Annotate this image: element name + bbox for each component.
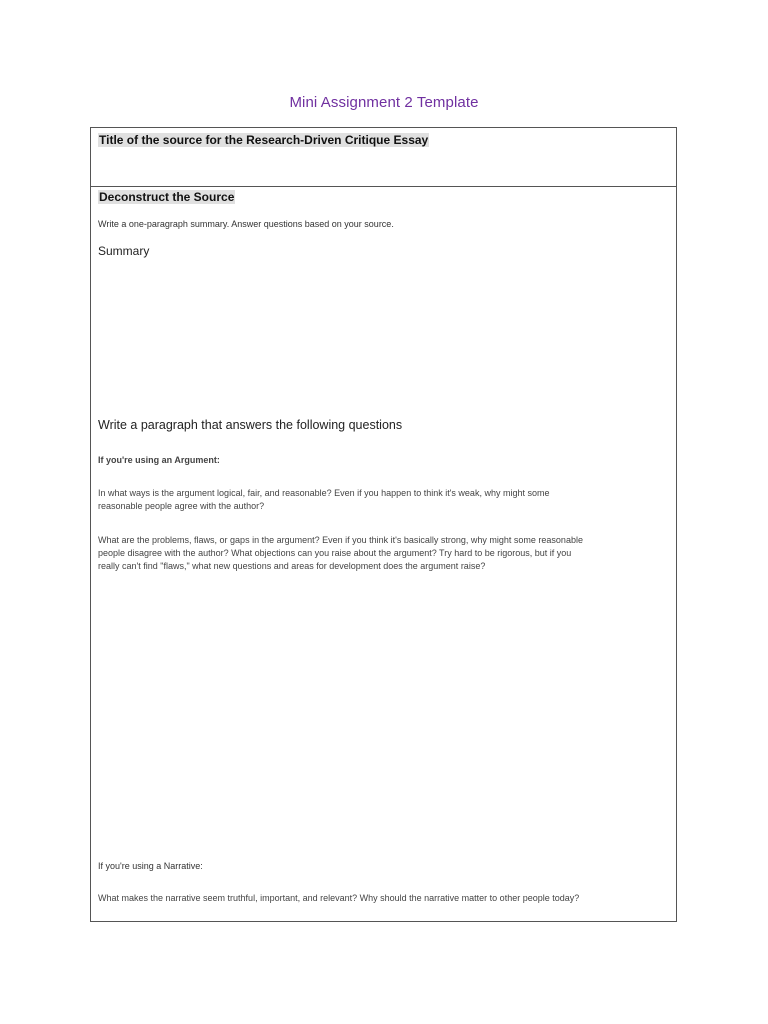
deconstruct-cell[interactable] (91, 187, 676, 921)
deconstruct-instruction: Write a one-paragraph summary. Answer questions based on your source. (98, 219, 394, 229)
argument-question-1-line-1: In what ways is the argument logical, fair, and reasonable? Even if you happen to think it's weak, why might some (98, 488, 550, 498)
argument-label: If you're using an Argument: (98, 455, 220, 465)
argument-question-2-line-3: really can't find "flaws," what new questions and areas for development does the argument raise? (98, 561, 486, 571)
narrative-question-1: What makes the narrative seem truthful, important, and relevant? Why should the narrative matter to other people today? (98, 893, 580, 903)
argument-question-1-line-2: reasonable people agree with the author? (98, 501, 265, 511)
source-title-cell[interactable] (91, 128, 676, 187)
argument-question-2-line-2: people disagree with the author? What objections can you raise about the argument? Try hard to be rigorous, but if you (98, 548, 572, 558)
deconstruct-heading: Deconstruct the Source (99, 190, 235, 204)
summary-label: Summary (98, 244, 150, 258)
narrative-label: If you're using a Narrative: (98, 861, 203, 871)
questions-heading: Write a paragraph that answers the following questions (98, 418, 403, 432)
document-title: Mini Assignment 2 Template (289, 94, 479, 111)
deconstruct-heading-wrap (98, 188, 235, 206)
template-table (90, 127, 677, 922)
source-title-heading-wrap (98, 131, 429, 149)
argument-question-2-line-1: What are the problems, flaws, or gaps in the argument? Even if you think it's basically strong, why might some reasonable (98, 535, 583, 545)
source-title-heading: Title of the source for the Research-Driven Critique Essay (99, 133, 429, 147)
